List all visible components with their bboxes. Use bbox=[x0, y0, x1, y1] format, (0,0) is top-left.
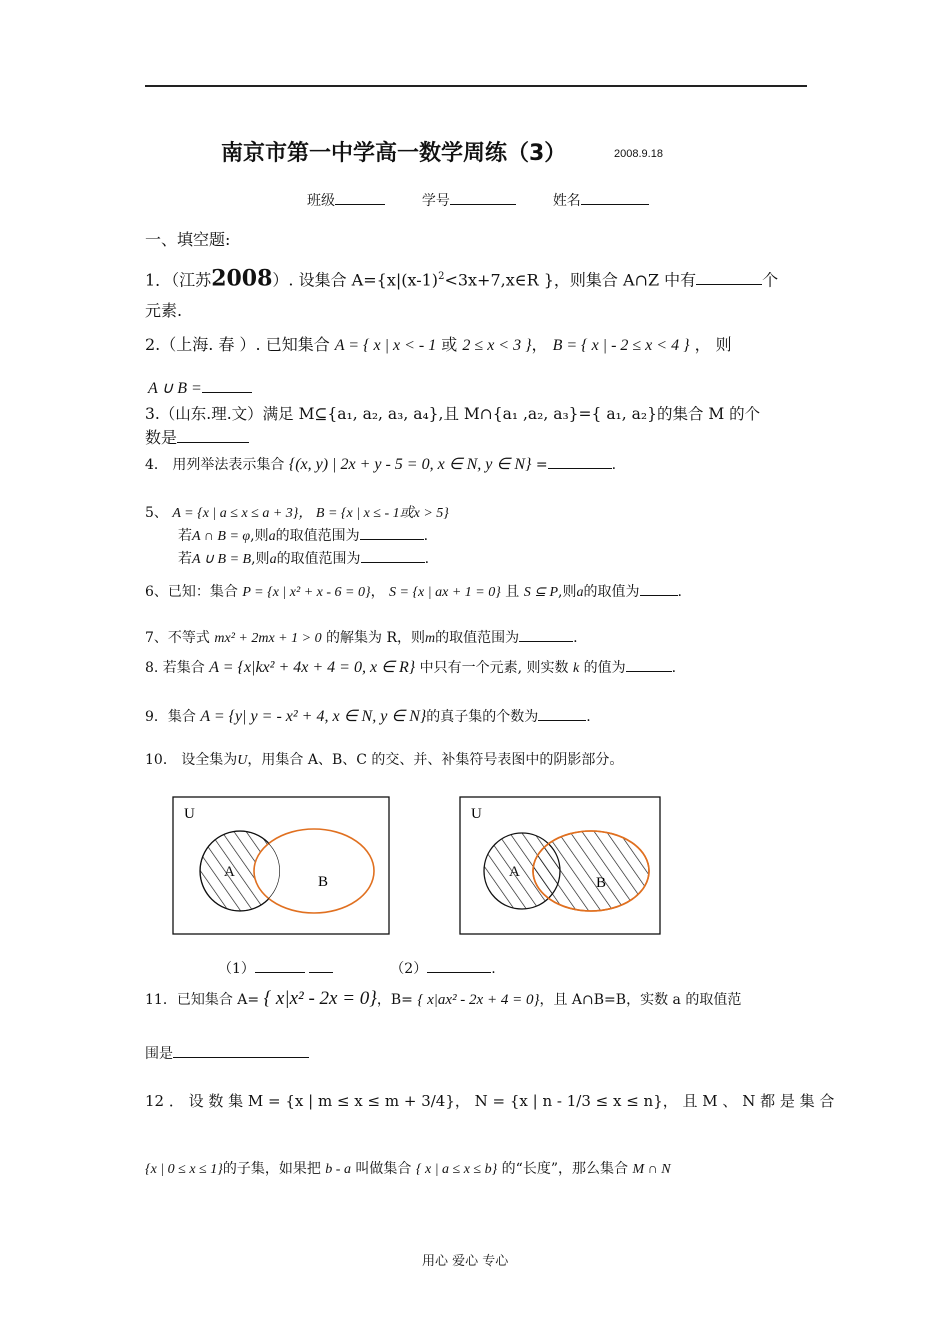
q7-answer-blank[interactable] bbox=[519, 627, 573, 642]
q5a-answer-blank[interactable] bbox=[360, 525, 424, 540]
section-title: 一、填空题: bbox=[145, 230, 231, 249]
class-label: 班级 bbox=[307, 193, 335, 209]
page-footer: 用心 爱心 专心 bbox=[422, 1254, 509, 1269]
question-12-line2: {x | 0 ≤ x ≤ 1}的子集，如果把 b - a 叫做集合 { x | a ≤ x ≤ b} 的“长度”，那么集合 M ∩ N bbox=[145, 1161, 671, 1177]
number-blank[interactable] bbox=[450, 190, 516, 205]
venn-1-u-label: U bbox=[184, 806, 195, 822]
question-11: 11．已知集合 A= { x|x² - 2x = 0}，B= { x|ax² - 2x + 4 = 0}，且 A∩B=B，实数 a 的取值范 bbox=[145, 988, 742, 1009]
question-3-line2: 数是 bbox=[145, 427, 249, 449]
question-2: 2.（上海. 春 ）. 已知集合 A = { x | x < - 1 或 2 ≤ x < 3 }， B = { x | - 2 ≤ x < 4 } ， 则 bbox=[145, 335, 732, 354]
student-info-row bbox=[307, 190, 649, 212]
question-3: 3.（山东.理.文）满足 M⊆{a₁, a₂, a₃, a₄},且 M∩{a₁ ,a₂, a₃}={ a₁, a₂}的集合 M 的个 bbox=[145, 405, 761, 423]
venn-1-set-b bbox=[254, 829, 374, 913]
venn-1-a-label: A bbox=[224, 864, 235, 880]
q10b-answer-blank[interactable] bbox=[427, 958, 491, 973]
question-2-line2: A ∪ B = bbox=[148, 377, 252, 400]
venn-diagram-1 bbox=[172, 796, 390, 936]
question-11-line2: 围是 bbox=[145, 1043, 309, 1065]
q3-answer-blank[interactable] bbox=[177, 428, 249, 443]
class-blank[interactable] bbox=[335, 190, 385, 205]
venn-2-a-label: A bbox=[509, 864, 520, 880]
name-blank[interactable] bbox=[581, 190, 649, 205]
question-5-line2: 若A ∩ B = φ,则a的取值范围为 . bbox=[178, 525, 428, 548]
question-4: 4． 用列举法表示集合 {(x, y) | 2x + y - 5 = 0, x ∈ N, y ∈ N} = . bbox=[145, 456, 617, 473]
q9-answer-blank[interactable] bbox=[538, 706, 586, 721]
question-5: 5、 A = {x | a ≤ x ≤ a + 3}， B = {x | x ≤ - 1或x > 5} bbox=[145, 505, 449, 521]
question-1: 1．（江苏2008）. 设集合 $A=\{x|(x-1)^2<3x+7,x\in R$ }，则集合 A∩Z 中有 个 bbox=[145, 265, 779, 292]
q1-answer-blank[interactable] bbox=[696, 270, 762, 285]
question-5-line3: 若A ∪ B = B,则a的取值范围为 . bbox=[178, 548, 429, 571]
q5b-answer-blank[interactable] bbox=[361, 548, 425, 563]
question-10-answers: （1） （2） . bbox=[218, 958, 496, 980]
q8-answer-blank[interactable] bbox=[626, 657, 672, 672]
venn-2-b-label: B bbox=[596, 875, 607, 891]
question-1-line2: 元素. bbox=[145, 301, 183, 320]
question-7: 7、不等式 mx² + 2mx + 1 > 0 的解集为 R，则m的取值范围为 . bbox=[145, 627, 578, 650]
q4-answer-blank[interactable] bbox=[548, 454, 612, 469]
question-6: 6、已知：集合 P = {x | x² + x - 6 = 0}， S = {x | ax + 1 = 0} 且 S ⊆ P,则a的取值为 . bbox=[145, 581, 682, 604]
venn-diagram-2 bbox=[459, 796, 663, 936]
page-date: 2008.9.18 bbox=[614, 148, 663, 160]
question-12: 12 ． 设 数 集 M = {x | m ≤ x ≤ m + 3/4}， N = {x | n - 1/3 ≤ x ≤ n}， 且 M 、 N 都 是 集 合 bbox=[145, 1092, 835, 1110]
question-9: 9．集合 A = {y| y = - x² + 4, x ∈ N, y ∈ N}的真子集的个数为 . bbox=[145, 708, 591, 725]
top-rule bbox=[145, 85, 807, 87]
venn-2-u-label: U bbox=[471, 806, 482, 822]
number-label: 学号 bbox=[421, 193, 450, 209]
q11-answer-blank[interactable] bbox=[173, 1043, 309, 1058]
question-8: 8. 若集合 A = {x|kx² + 4x + 4 = 0, x ∈ R} 中只有一个元素, 则实数 k 的值为 . bbox=[145, 659, 677, 676]
q10a-answer-blank[interactable] bbox=[255, 958, 305, 973]
name-label: 姓名 bbox=[552, 193, 581, 209]
venn-1-b-label: B bbox=[318, 874, 329, 890]
page-title: 南京市第一中学高一数学周练（3） bbox=[221, 141, 567, 166]
q2-answer-blank[interactable] bbox=[202, 378, 252, 393]
q6-answer-blank[interactable] bbox=[640, 581, 678, 596]
question-10: 10． 设全集为U，用集合 A、B、C 的交、并、补集符号表图中的阴影部分。 bbox=[145, 752, 624, 768]
